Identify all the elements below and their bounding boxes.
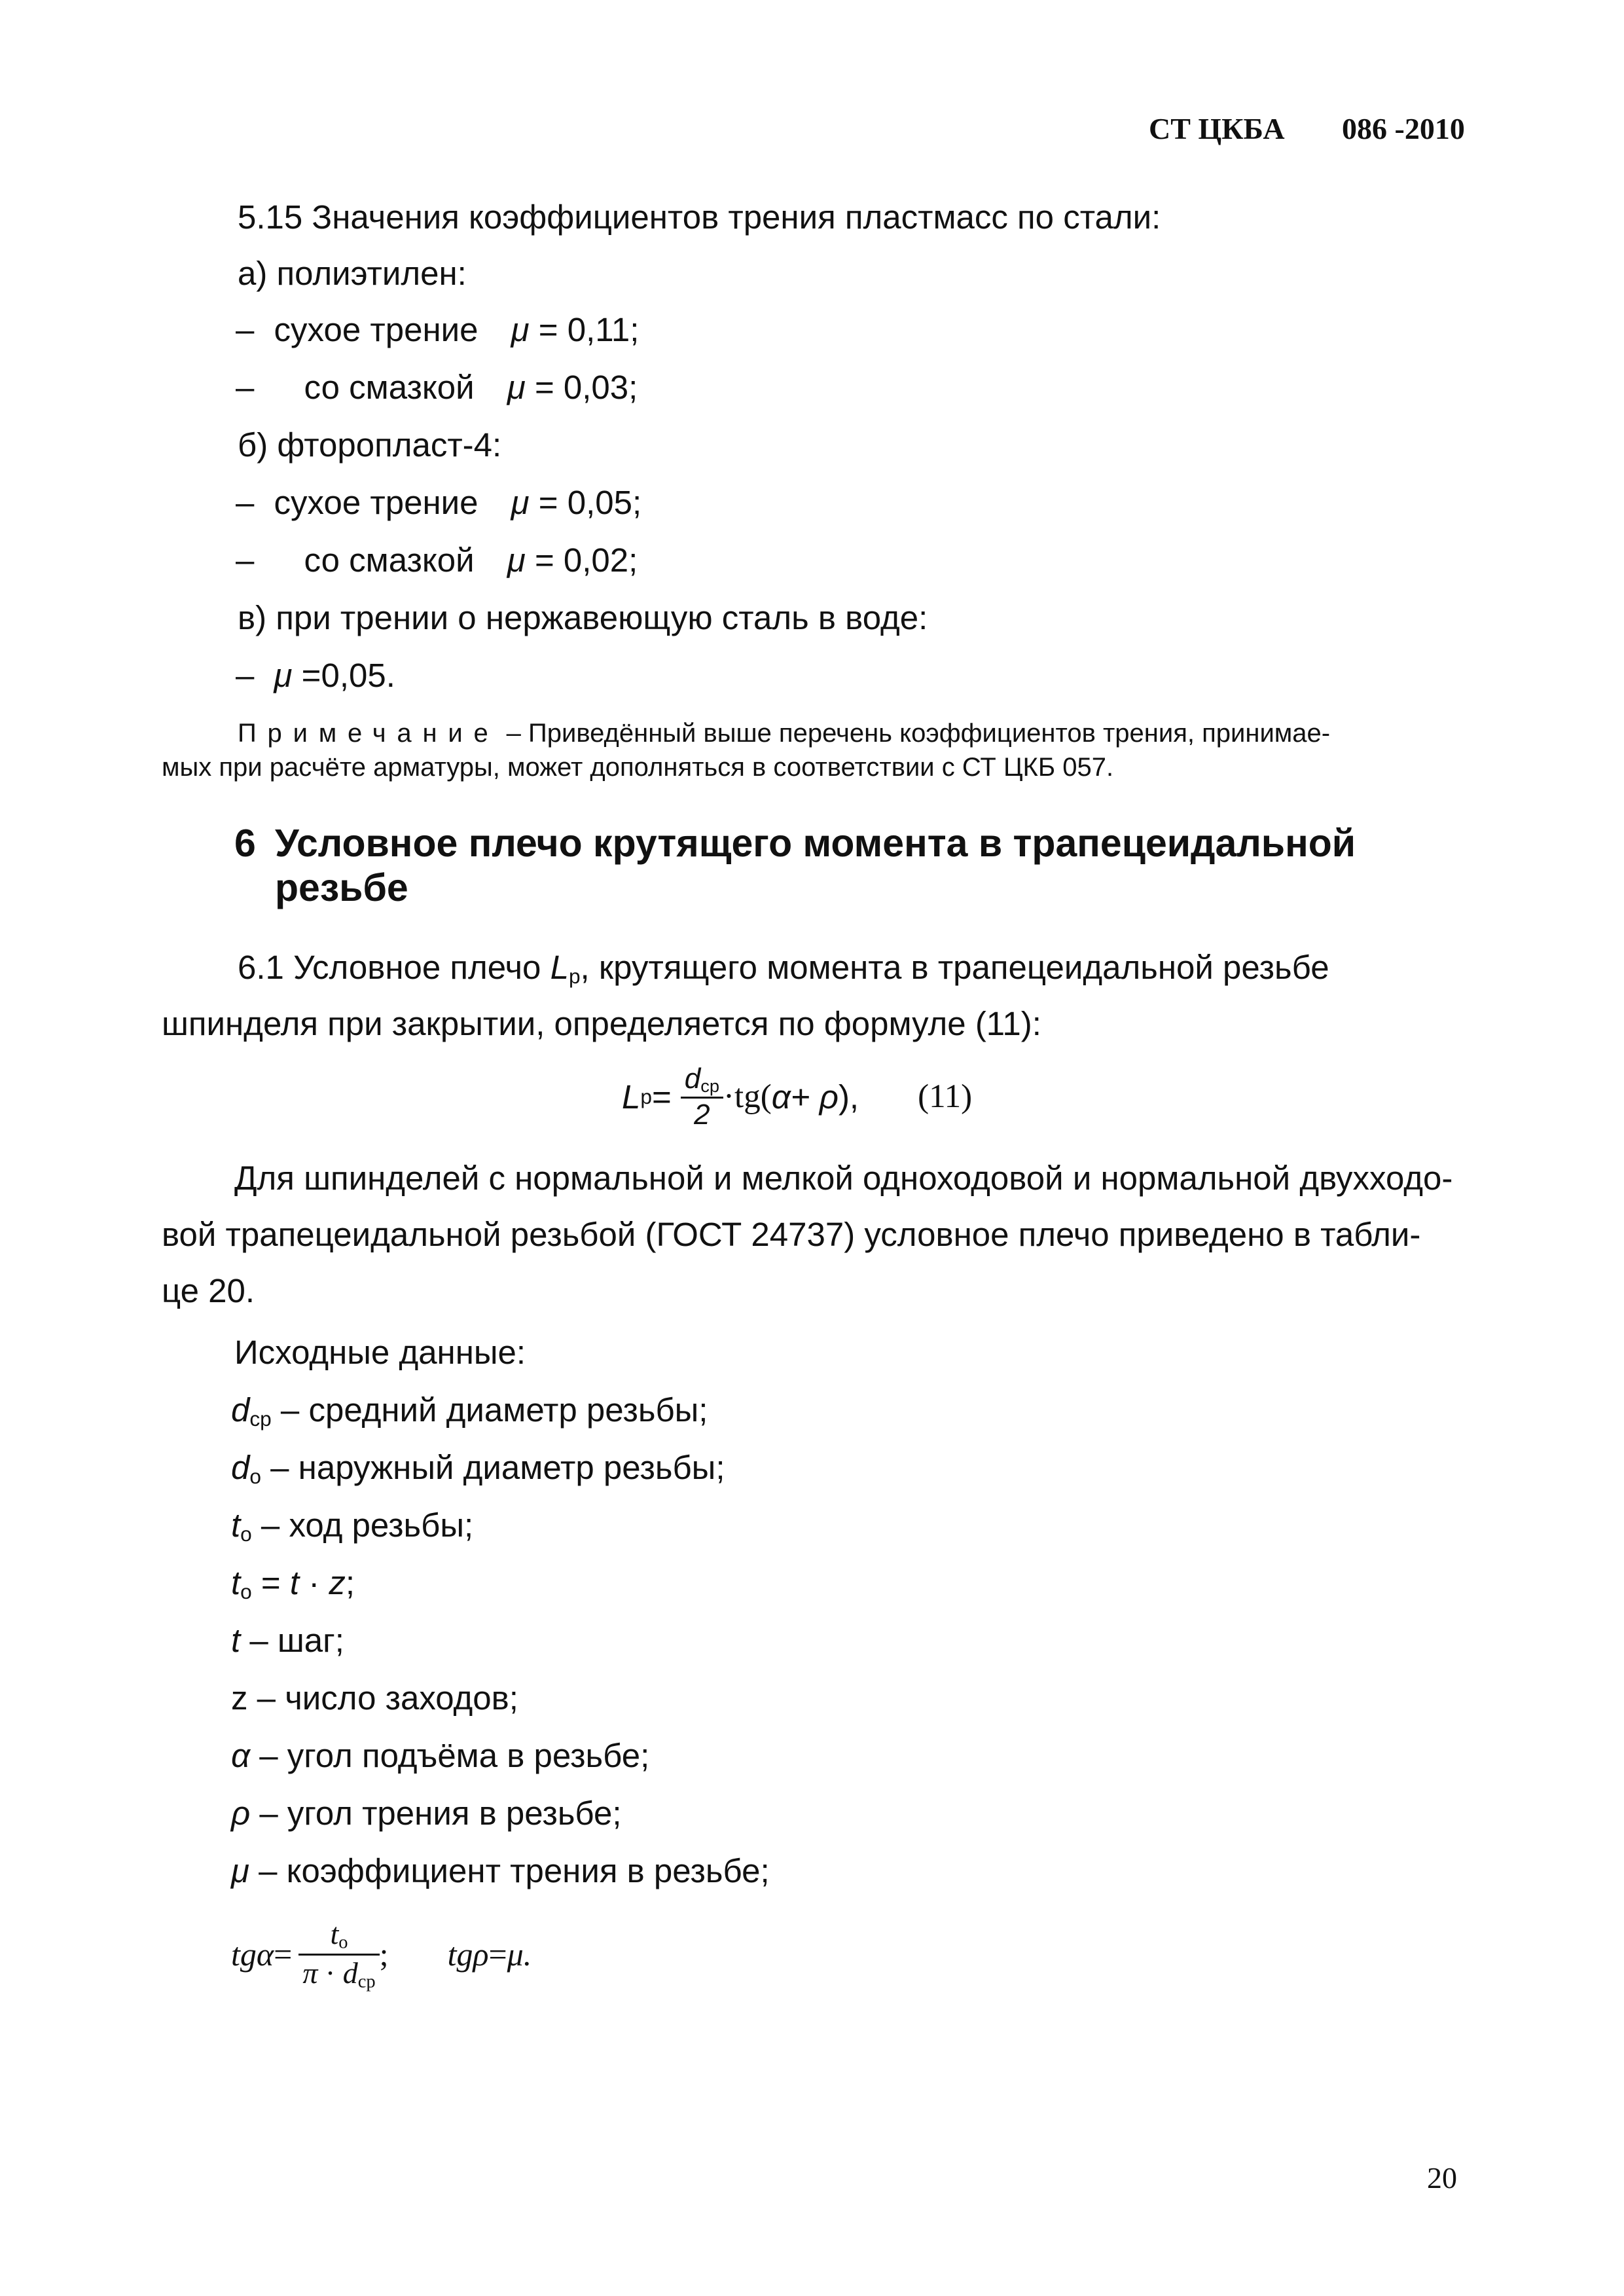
p61-line-2: шпинделя при закрытии, определяется по формуле (11):: [162, 1005, 1041, 1042]
section-6-number: 6: [234, 822, 256, 865]
def-dcp: $d_{ср}$ – средний диаметр резьбы;: [231, 1391, 708, 1430]
p2-line-1: Для шпинделей с нормальной и мелкой одноходовой и нормальной двухходо-: [234, 1159, 1453, 1197]
section-6-title-1: Условное плечо крутящего момента в трапецеидальной: [275, 822, 1356, 865]
source-data-title: Исходные данные:: [234, 1334, 526, 1371]
def-do: $d_о$ – наружный диаметр резьбы;: [231, 1449, 725, 1488]
item-a2: – со смазкой μ = 0,03;: [236, 369, 638, 406]
def-t: t – шаг;: [231, 1622, 344, 1659]
def-mu: μ – коэффициент трения в резьбе;: [231, 1852, 770, 1889]
item-b: б) фторопласт-4:: [238, 426, 502, 464]
item-b2: – со смазкой μ = 0,02;: [236, 541, 638, 579]
sec515-title: 5.15 Значения коэффициентов трения пластмасс по стали:: [238, 198, 1161, 236]
def-alpha: α – угол подъёма в резьбе;: [231, 1737, 650, 1774]
p61-line-1: 6.1 Условное плечо $L_р$, крутящего момента в трапецеидальной резьбе: [238, 949, 1329, 988]
formula-tg: tg α = $\frac{t_о}{\pi \cdot d_{ср}}$ ; tg ρ = μ.: [231, 1917, 532, 1992]
def-z: z – число заходов;: [231, 1679, 518, 1717]
p2-line-2: вой трапецеидальной резьбой (ГОСТ 24737) условное плечо приведено в табли-: [162, 1216, 1421, 1253]
section-6-title-2: резьбе: [275, 866, 408, 909]
def-to: $t_о$ – ход резьбы;: [231, 1506, 474, 1546]
note-line-1: Примечание – Приведённый выше перечень коэффициентов трения, принимае-: [238, 719, 1331, 748]
doc-org: СТ ЦКБА: [1149, 112, 1285, 145]
p2-line-3: це 20.: [162, 1272, 255, 1309]
def-to-formula: $t_о = t \cdot z$;: [231, 1564, 355, 1603]
item-b1: – сухое трение μ = 0,05;: [236, 484, 642, 521]
item-c: в) при трении о нержавеющую сталь в воде:: [238, 599, 928, 636]
item-a1: – сухое трение μ = 0,11;: [236, 311, 640, 348]
item-c1: – μ =0,05.: [236, 657, 395, 694]
item-a: а) полиэтилен:: [238, 255, 467, 292]
page-number: 20: [1427, 2161, 1457, 2195]
formula-11: L р = $\frac{d_{ср}}{2}$ ·tg( α+ ρ ), (11): [622, 1062, 973, 1131]
doc-number: 086 -2010: [1342, 112, 1465, 145]
def-rho: ρ – угол трения в резьбе;: [231, 1795, 622, 1832]
note-line-2: мых при расчёте арматуры, может дополняться в соответствии с СТ ЦКБ 057.: [162, 753, 1114, 782]
